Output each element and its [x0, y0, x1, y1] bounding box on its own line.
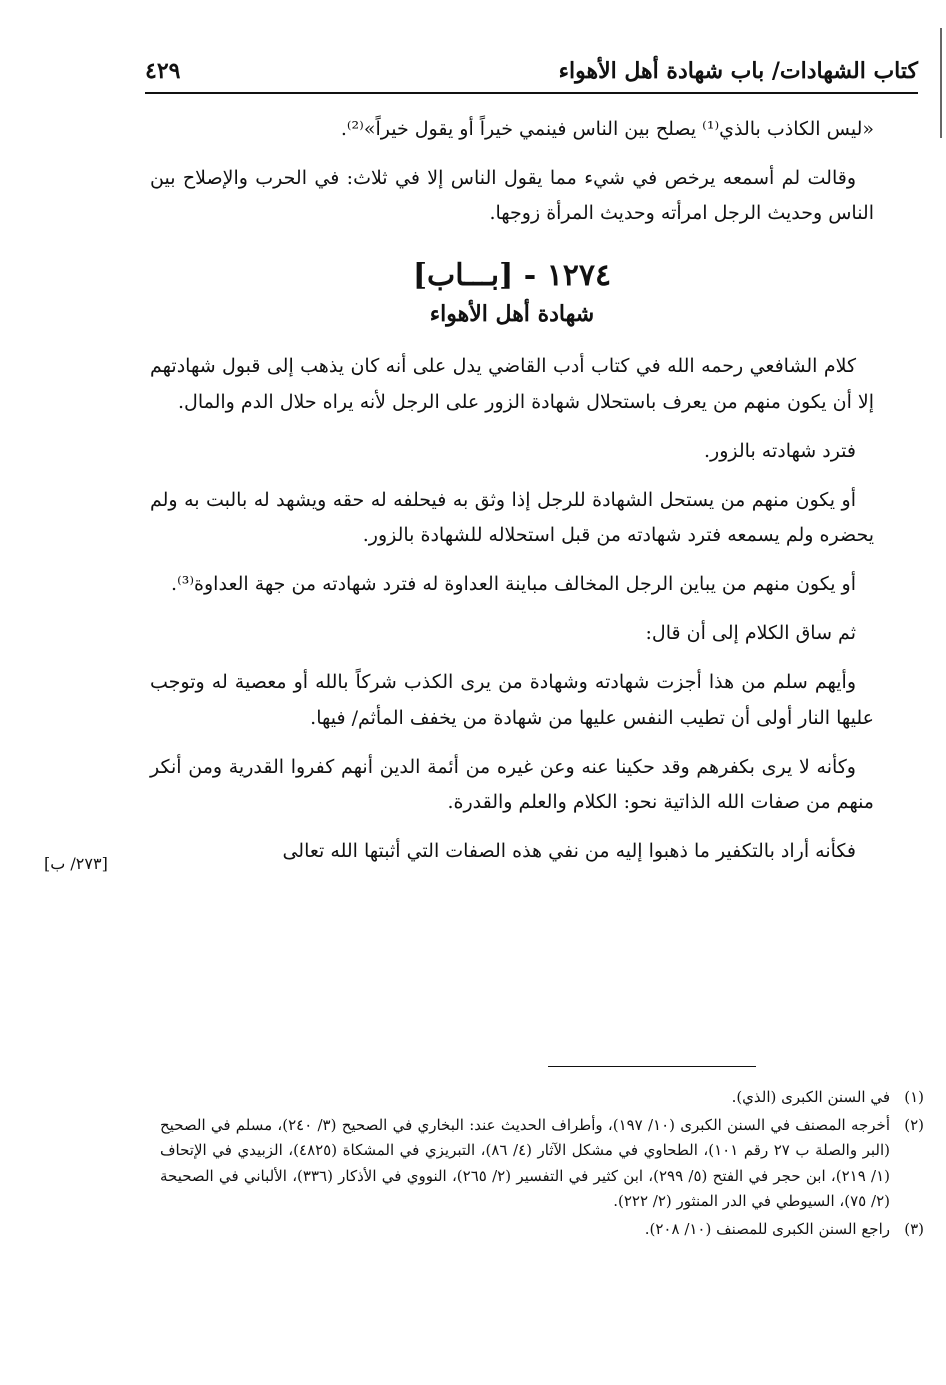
footnote-text: أخرجه المصنف في السنن الكبرى (١٠/ ١٩٧)، وأطراف الحديث عند: البخاري في الصحيح (٣/ ٢٤٠)، مسلم في الصحيح (البر والصلة ب ٢٧ رقم ١٠١)، الطحاوي في مشكل الآثار (٤/ ٨٦)، التبريزي في المشكاة (٤٨٢٥)، الزبيدي في الإتحاف (١/ ٢١٩)، ابن حجر في الفتح (٥/ ٢٩٩)، ابن كثير في التفسير (٢/ ٢٦٥)، النووي في الأذكار (٣٣٦)، الألباني في الصحيحة (٢/ ٧٥)، السيوطي في الدر المنثور (٢/ ٢٢٢). — [160, 1115, 890, 1210]
header-divider — [145, 92, 918, 94]
page-number: ٤٢٩ — [145, 58, 181, 84]
footnote — [160, 1085, 924, 1111]
main-text — [150, 112, 874, 883]
manuscript-folio-reference: [٢٧٣/ ب] — [44, 854, 108, 873]
footnote-text: راجع السنن الكبرى للمصنف (١٠/ ٢٠٨). — [644, 1219, 890, 1238]
paragraph: وكأنه لا يرى بكفرهم وقد حكينا عنه وعن غيره من أئمة الدين أنهم كفروا القدرية ومن أنكر منهم من صفات الله الذاتية نحو: الكلام والعلم والقدرة. — [150, 755, 874, 813]
footnote-text: في السنن الكبرى (الذي). — [731, 1088, 890, 1106]
paragraph: أو يكون منهم من يستحل الشهادة للرجل إذا وثق به فيحلفه له حقه ويشهد له بالبت به ولم يحضره ولم يسمعه فترد شهادته من قبل استحلاله للشهادة بالزور. — [150, 488, 874, 546]
paragraph: فترد شهادته بالزور. — [704, 439, 856, 462]
footnotes — [160, 1085, 924, 1244]
paragraph: فكأنه أراد بالتكفير ما ذهبوا إليه من نفي هذه الصفات التي أثبتها الله تعالى — [282, 839, 856, 862]
footnote-number: (٢) — [904, 1115, 924, 1134]
footnote — [160, 1113, 924, 1215]
chapter-heading — [150, 253, 874, 331]
paragraph: ثم ساق الكلام إلى أن قال: — [645, 622, 856, 645]
scan-edge-mark — [940, 28, 942, 138]
chapter-number: ١٢٧٤ - [بـــاب] — [412, 258, 612, 294]
paragraph: «ليس الكاذب بالذي⁽¹⁾ يصلح بين الناس فينمي خيراً أو يقول خيراً»⁽²⁾. — [340, 118, 874, 140]
footnote-number: (١) — [904, 1088, 924, 1106]
paragraph: وأيهم سلم من هذا أجزت شهادته وشهادة من يرى الكذب شركاً بالله أو معصية له وتوجب عليها النار أولى أن تطيب النفس عليها من شهادة من يخفف المأثم/ فيها. — [150, 671, 874, 729]
paragraph: كلام الشافعي رحمه الله في كتاب أدب القاضي يدل على أنه كان يذهب إلى قبول شهادتهم إلا أن يكون منهم من يعرف باستحلال شهادة الزور على الرجل لأنه يراه حلال الدم والمال. — [150, 355, 874, 413]
paragraph: أو يكون منهم من يباين الرجل المخالف مباينة العداوة له فترد شهادته من جهة العداوة⁽³⁾. — [171, 573, 856, 596]
running-header-title: كتاب الشهادات/ باب شهادة أهل الأهواء — [558, 58, 918, 84]
footnote-divider — [548, 1066, 756, 1067]
footnote-number: (٣) — [904, 1219, 924, 1238]
paragraph: وقالت لم أسمعه يرخص في شيء مما يقول الناس إلا في ثلاث: في الحرب والإصلاح بين الناس وحديث الرجل امرأته وحديث المرأة زوجها. — [150, 167, 874, 225]
running-header — [145, 44, 918, 84]
chapter-title: شهادة أهل الأهواء — [429, 301, 595, 328]
footnote — [160, 1217, 924, 1243]
